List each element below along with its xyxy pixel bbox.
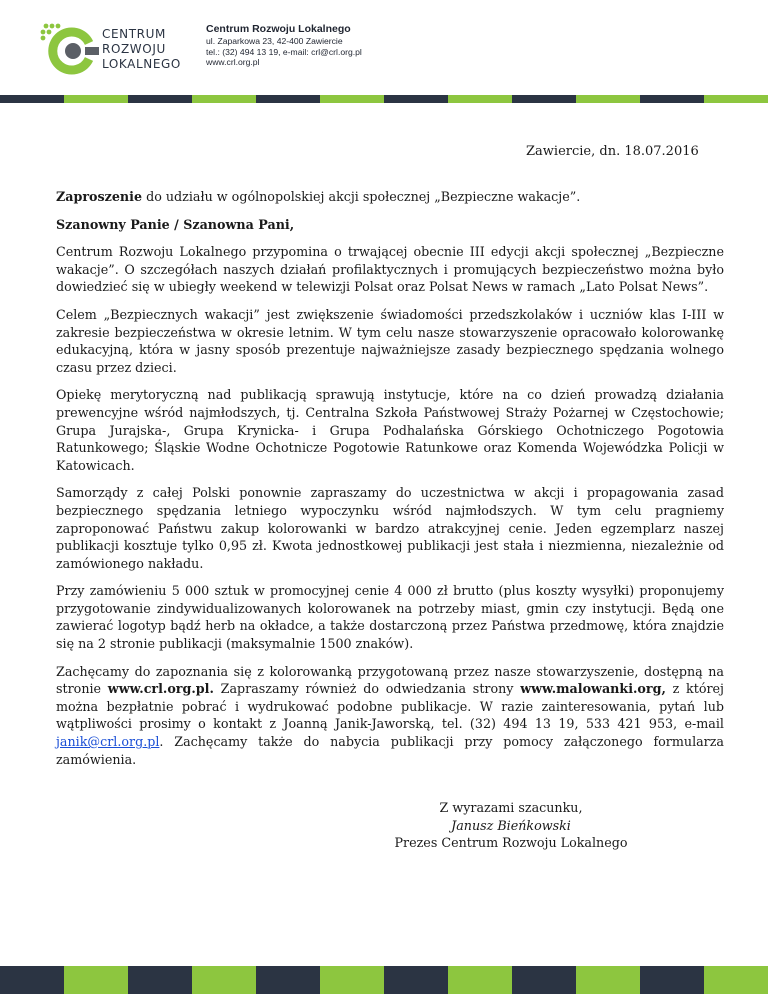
band-segment: [640, 95, 704, 103]
band-segment: [384, 966, 448, 994]
band-segment: [512, 966, 576, 994]
subject-line: [56, 188, 724, 206]
bottom-color-band: [0, 966, 768, 994]
band-segment: [192, 95, 256, 103]
band-segment: [64, 966, 128, 994]
subject-bold: Zaproszenie: [56, 189, 143, 204]
band-segment: [0, 95, 64, 103]
letter-body: [56, 182, 724, 778]
logo-line-3: LOKALNEGO: [102, 57, 181, 71]
paragraph-2: Celem „Bezpiecznych wakacji” jest zwiększenie świadomości przedszkolaków i uczniów klas I-III w zakresie bezpieczeństwa w okresie letnim. W tym celu nasze stowarzyszenie opracowało kolorowankę edukacyjną, która w jasny sposób prezentuje najważniejsze zasady bezpiecznego spędzania wolnego czasu przez dzieci.: [56, 306, 724, 375]
signature-block: [380, 799, 642, 852]
signature-title: Prezes Centrum Rozwoju Lokalnego: [394, 835, 628, 851]
top-color-band: [0, 95, 768, 103]
p6-text-a: Zachęcamy do zapoznania się z kolorowanką przygotowaną przez nasze stowarzyszenie, dostępną na stronie: [56, 663, 724, 697]
band-segment: [256, 966, 320, 994]
band-segment: [512, 95, 576, 103]
band-segment: [320, 966, 384, 994]
band-segment: [576, 95, 640, 103]
band-segment: [448, 966, 512, 994]
org-name: Centrum Rozwoju Lokalnego: [206, 23, 351, 35]
crl-logo: [40, 22, 190, 80]
org-address: ul. Zaparkowa 23, 42-400 Zawiercie: [206, 36, 343, 46]
letterhead-contact: [206, 23, 362, 68]
greeting-text: Szanowny Panie / Szanowna Pani,: [56, 216, 295, 232]
band-segment: [704, 95, 768, 103]
band-segment: [0, 966, 64, 994]
letter-date: Zawiercie, dn. 18.07.2016: [526, 144, 699, 159]
band-segment: [640, 966, 704, 994]
crl-website-bold: www.crl.org.pl.: [107, 681, 214, 697]
band-segment: [256, 95, 320, 103]
logo-line-2: ROZWOJU: [102, 42, 166, 56]
p6-text-e: z której można bezpłatnie pobrać i wydrukować podobne publikacje. W razie zainteresowania, pytań lub wątpliwości prosimy o kontakt z Joanną Janik-Jaworską, tel. (32) 494 13 19, 533 421 953, e-mail: [56, 681, 724, 732]
subject-rest: do udziału w ogólnopolskiej akcji społecznej „Bezpieczne wakacje”.: [142, 189, 581, 204]
band-segment: [576, 966, 640, 994]
band-segment: [128, 95, 192, 103]
band-segment: [448, 95, 512, 103]
p6-text-c: Zapraszamy również do odwiedzania strony: [213, 681, 521, 697]
band-segment: [192, 966, 256, 994]
paragraph-5: Przy zamówieniu 5 000 sztuk w promocyjnej cenie 4 000 zł brutto (plus koszty wysyłki) proponujemy przygotowanie zindywidualizowanych kolorowanek na potrzeby miast, gmin czy instytucji. Będą one zawierać logotyp bądź herb na okładce, a także dostarczoną przez Państwa przedmowę, która znajdzie się na 2 stronie publikacji (maksymalnie 1500 znaków).: [56, 583, 724, 652]
p6-text-f: . Zachęcamy także do nabycia publikacji przy pomocy załączonego formularza zamówienia.: [56, 734, 724, 767]
paragraph-4: Samorządy z całej Polski ponownie zapraszamy do uczestnictwa w akcji i propagowania zasad bezpiecznego spędzania letniego wypoczynku wśród najmłodszych. W tym celu pragniemy zaproponować Państwu zakup kolorowanki w bardzo atrakcyjnej cenie. Jeden egzemplarz naszej publikacji kosztuje tylko 0,95 zł. Kwota jednostkowej publikacji jest stała i niezmienna, niezależnie od zamówionego nakładu.: [56, 485, 724, 571]
band-segment: [64, 95, 128, 103]
malowanki-website-bold: www.malowanki.org,: [520, 681, 666, 697]
signature-name: Janusz Bieńkowski: [451, 817, 571, 833]
org-contact: tel.: (32) 494 13 19, e-mail: crl@crl.org.pl: [206, 46, 362, 57]
greeting: [56, 216, 724, 234]
signature-closing: Z wyrazami szacunku,: [439, 800, 583, 815]
crl-logo-icon: [40, 22, 100, 80]
paragraph-3: Opiekę merytoryczną nad publikacją sprawują instytucje, które na co dzień prowadzą działania prewencyjne wśród najmłodszych, tj. Centralna Szkoła Państwowej Straży Pożarnej w Częstochowie; Grupa Jurajska-, Grupa Krynicka- i Grupa Podhalańska Górskiego Ochotniczego Pogotowia Ratunkowego; Śląskie Wodne Ochotnicze Pogotowie Ratunkowe oraz Komenda Wojewódzka Policji w Katowicach.: [56, 387, 724, 473]
org-website: www.crl.org.pl: [206, 57, 260, 67]
paragraph-1: Centrum Rozwoju Lokalnego przypomina o trwającej obecnie III edycji akcji społecznej „Bezpieczne wakacje”. O szczegółach naszych działań profilaktycznych i promujących bezpieczeństwo można było dowiedzieć się w ubiegły weekend w telewizji Polsat oraz Polsat News w ramach „Lato Polsat News”.: [56, 244, 724, 295]
logo-line-1: CENTRUM: [102, 27, 166, 41]
paragraph-6: [56, 663, 724, 769]
band-segment: [320, 95, 384, 103]
band-segment: [704, 966, 768, 994]
band-segment: [128, 966, 192, 994]
band-segment: [384, 95, 448, 103]
email-link[interactable]: janik@crl.org.pl: [56, 734, 160, 750]
